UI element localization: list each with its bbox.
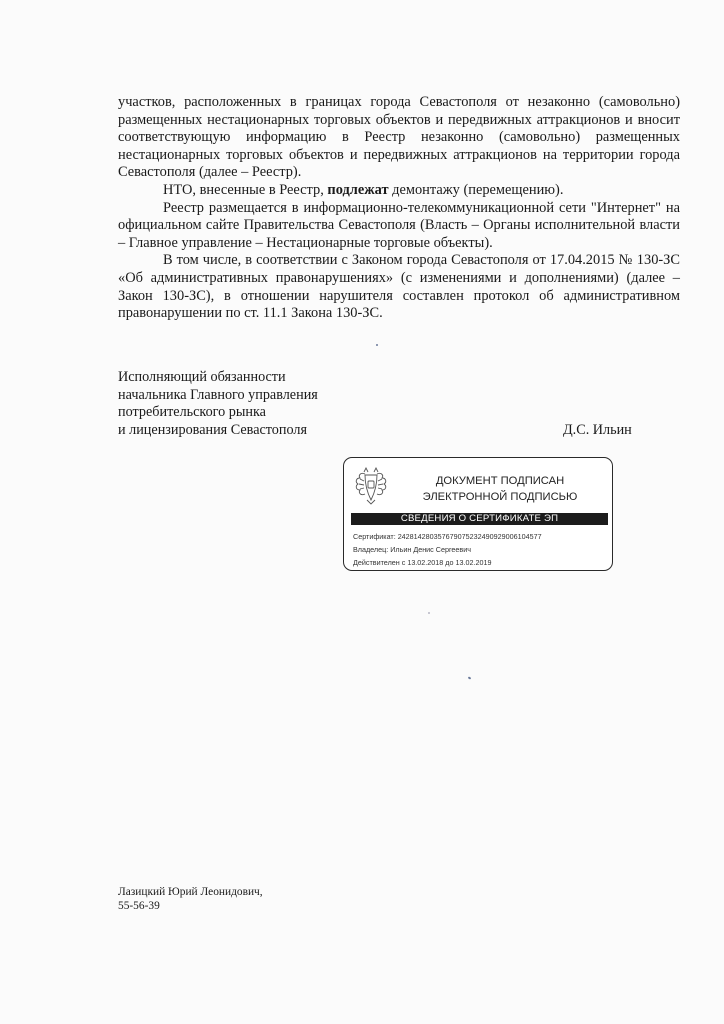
paragraph-text: демонтажу (перемещению). [388, 181, 564, 198]
stamp-title-line: ДОКУМЕНТ ПОДПИСАН [435, 475, 565, 487]
scan-speck [376, 344, 378, 346]
executor-name: Лазицкий Юрий Леонидович, [118, 886, 263, 898]
scan-speck [468, 676, 472, 679]
emphasized-text: подлежат [327, 181, 389, 198]
signatory-name: Д.С. Ильин [563, 422, 632, 438]
stamp-owner: Владелец: Ильин Денис Сергеевич [353, 545, 471, 554]
executor-info [118, 885, 263, 914]
stamp-title-line: ЭЛЕКТРОННОЙ ПОДПИСЬЮ [422, 491, 578, 503]
signatory-position-line: потребительского рынка [118, 404, 266, 421]
paragraph-text: В том числе, в соответствии с Законом города Севастополя от 17.04.2015 № 130-ЗС «Об административных правонарушениях» (с изменениями и дополнениями) (далее – Закон 130-ЗС), в отношении нарушителя составлен протокол об административном правонарушении по ст. 11.1 Закона 130-ЗС. [118, 252, 680, 322]
paragraph-text: участков, расположенных в границах города Севастополя от незаконно (самовольно) размещенных нестационарных торговых объектов и передвижных аттракционов и вносит соответствующую информацию в Реестр незаконно (самовольно) размещенных нестационарных торговых объектов и передвижных аттракционов на территории города Севастополя (далее – Реестр). [118, 94, 680, 181]
signatory-position-line: и лицензирования Севастополя [118, 421, 307, 438]
letter-paragraph [118, 252, 680, 322]
stamp-certificate-number: Сертификат: 242814280357679075232490929006104577 [353, 532, 542, 541]
signatory-position-line: Исполняющий обязанности [118, 369, 286, 385]
signatory-position-line: начальника Главного управления [118, 386, 318, 403]
letter-paragraph [118, 182, 680, 200]
paragraph-text: НТО, внесенные в Реестр, [163, 181, 328, 198]
letter-paragraph [118, 94, 680, 182]
electronic-signature-stamp [343, 457, 613, 571]
scan-speck [428, 612, 430, 614]
letter-paragraph [118, 200, 680, 253]
stamp-certificate-bar: СВЕДЕНИЯ О СЕРТИФИКАТЕ ЭП [351, 513, 608, 525]
signatory-position [118, 369, 318, 439]
russian-coat-of-arms-icon [352, 466, 390, 506]
paragraph-text: Реестр размещается в информационно-телекоммуникационной сети "Интернет" на официальном сайте Правительства Севастополя (Власть – Органы исполнительной власти – Главное управление – Нестационарные торговые объекты). [118, 199, 680, 251]
executor-phone: 55-56-39 [118, 900, 160, 913]
letter-body [118, 94, 680, 323]
stamp-validity: Действителен с 13.02.2018 до 13.02.2019 [353, 558, 492, 567]
